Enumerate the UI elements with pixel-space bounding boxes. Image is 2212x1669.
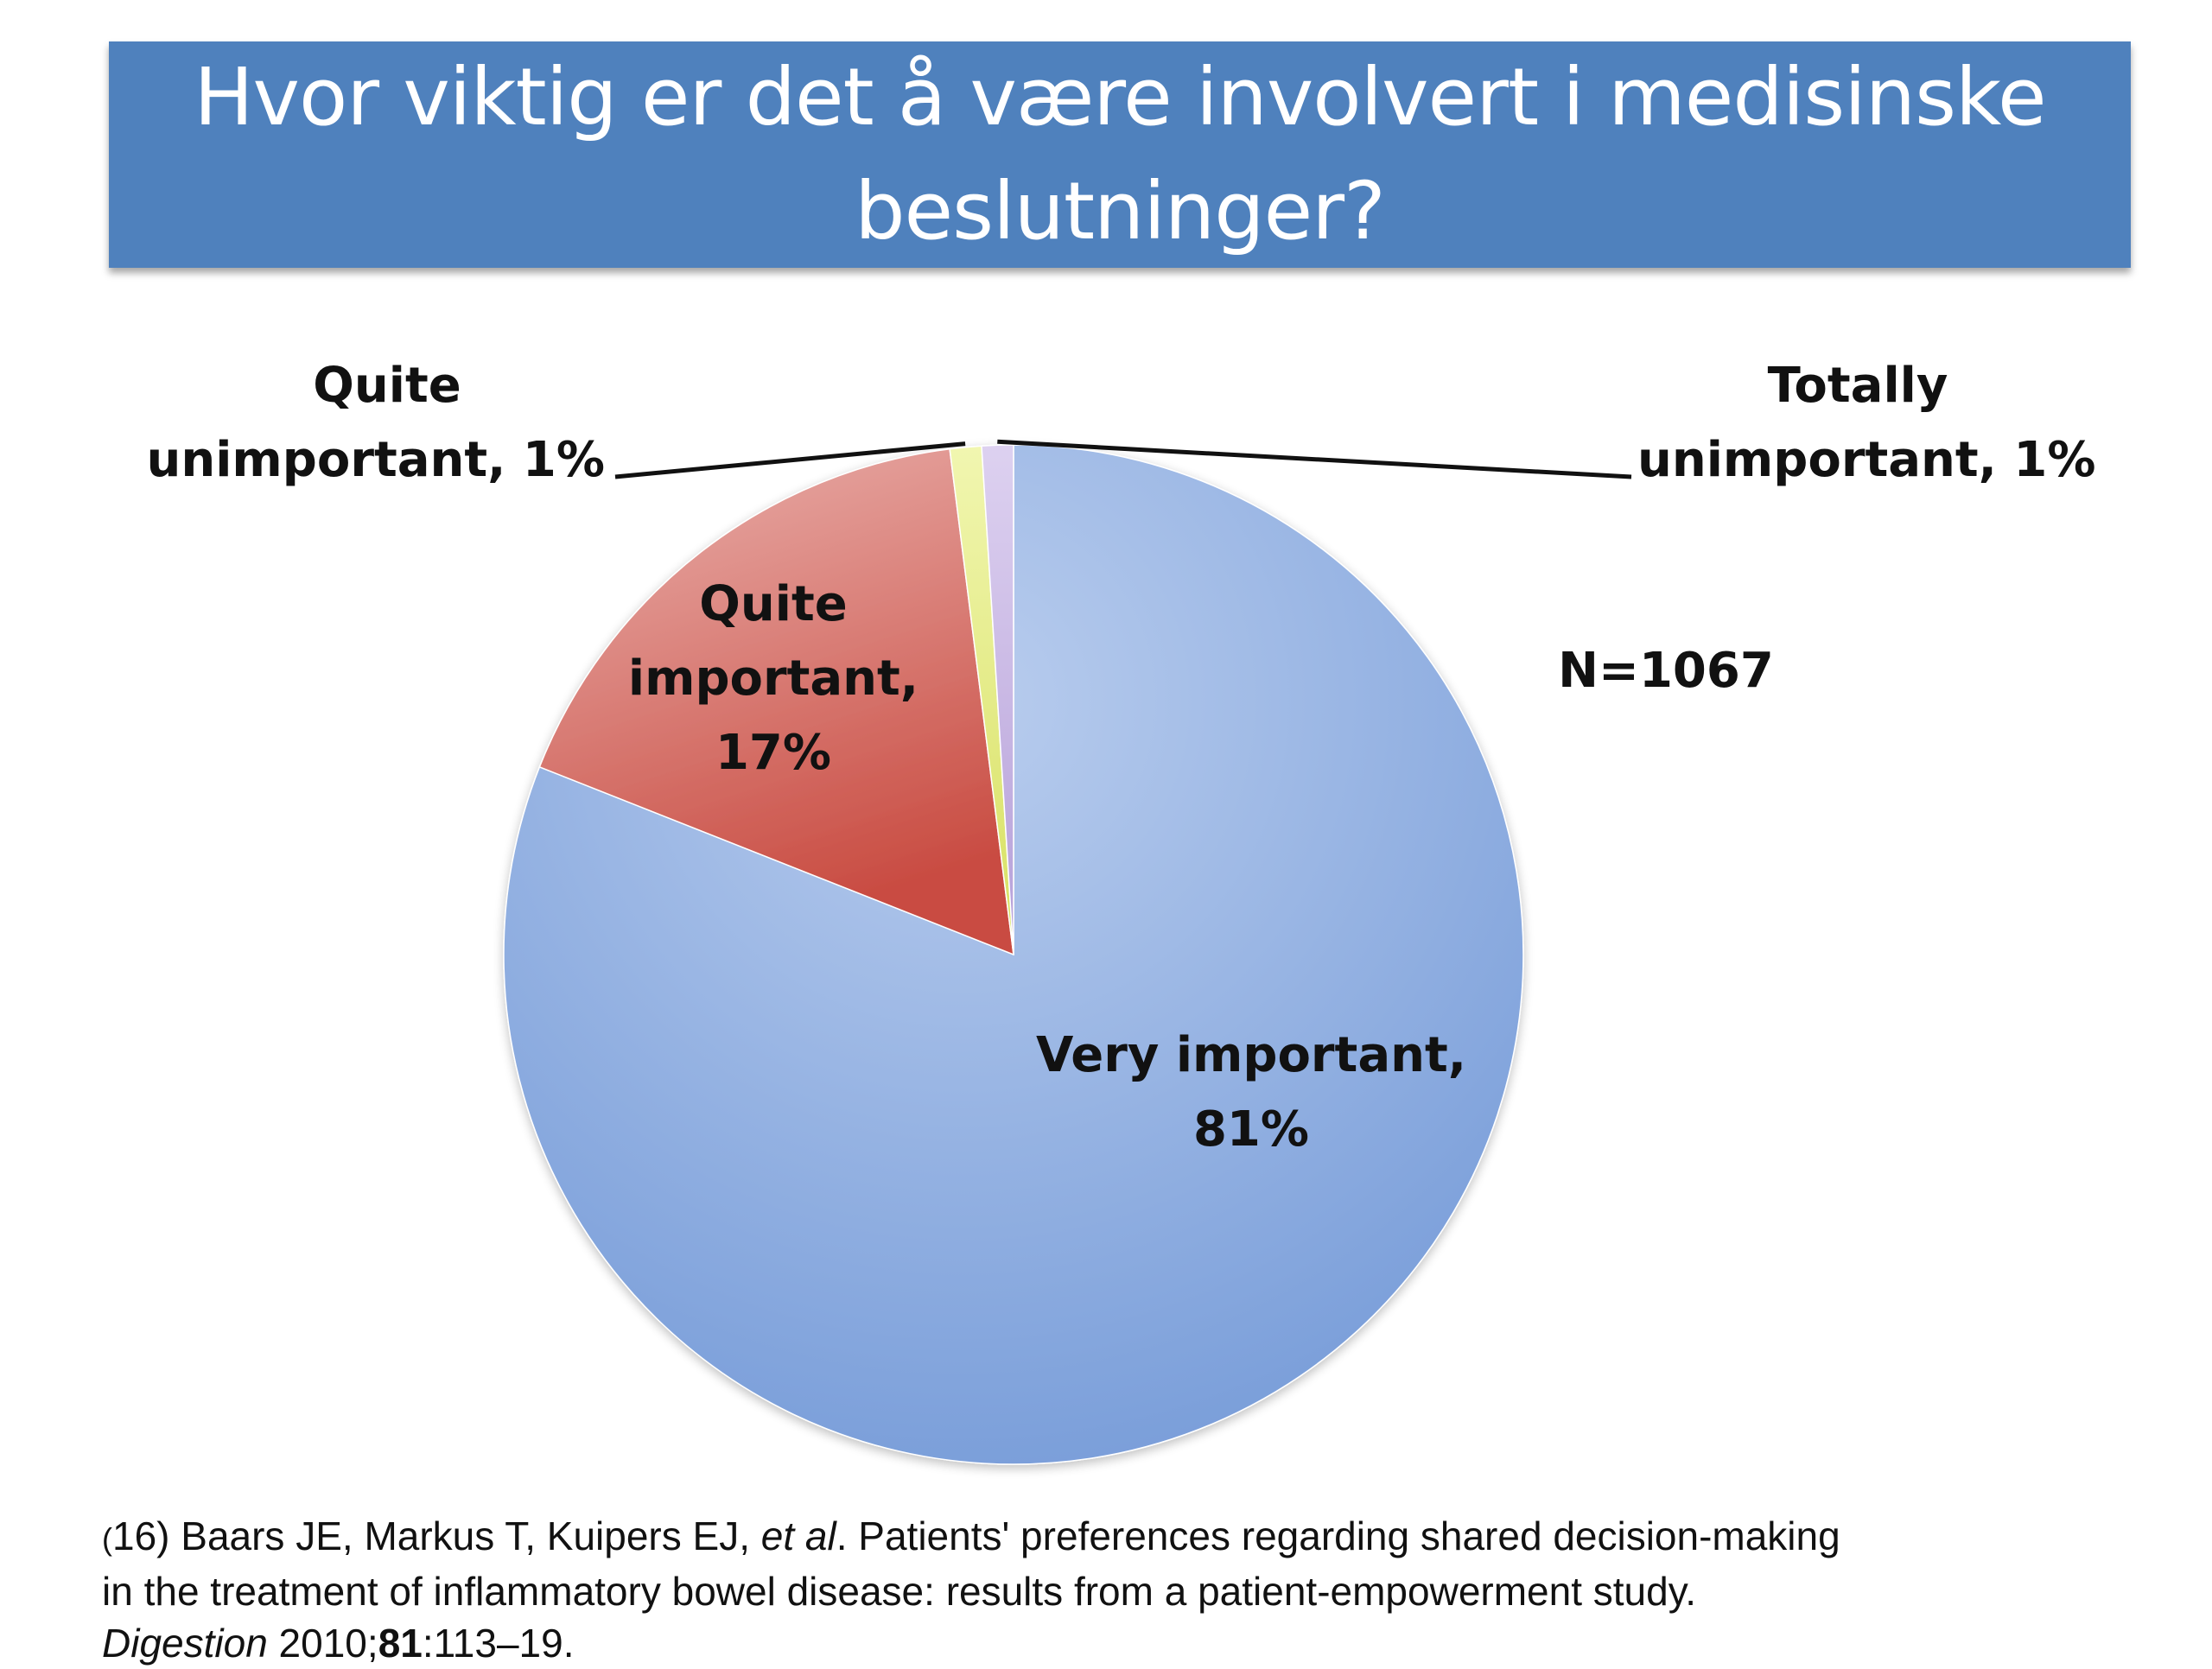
slice-label-line: 17% bbox=[715, 725, 832, 781]
n-annotation: N=1067 bbox=[1558, 643, 1774, 699]
slice-label-line: Totally bbox=[1767, 358, 1948, 414]
reference-authors: Baars JE, Markus T, Kuipers EJ, bbox=[181, 1514, 761, 1558]
slice-label-line: Quite bbox=[313, 358, 461, 414]
slice-label-quite-unimportant bbox=[147, 358, 606, 488]
slice-label-totally-unimportant bbox=[1637, 358, 2096, 488]
reference-etal: et al bbox=[760, 1514, 836, 1558]
reference-open-paren: ( bbox=[102, 1521, 112, 1557]
reference-volume: 81 bbox=[378, 1621, 423, 1666]
reference-year: 2010; bbox=[267, 1621, 378, 1666]
reference-line-1 bbox=[102, 1510, 2176, 1565]
reference-journal: Digestion bbox=[102, 1621, 268, 1666]
page-title: Hvor viktig er det å være involvert i medisinske beslutninger? bbox=[194, 51, 2046, 257]
reference-line-3 bbox=[102, 1617, 2176, 1669]
reference-number: 16) bbox=[112, 1514, 181, 1558]
slice-label-line: Quite bbox=[699, 576, 848, 632]
reference-line-2: in the treatment of inflammatory bowel disease: results from a patient-empowerment study. bbox=[102, 1569, 1697, 1614]
reference-citation bbox=[102, 1510, 2176, 1669]
slice-label-line: important, bbox=[627, 650, 919, 707]
slice-label-line: unimportant, 1% bbox=[1637, 432, 2096, 488]
reference-title-1: . Patients' preferences regarding shared decision-making bbox=[836, 1514, 1840, 1558]
slice-label-line: 81% bbox=[1192, 1101, 1310, 1158]
slice-label-line: Very important, bbox=[1035, 1027, 1467, 1083]
slice-label-line: unimportant, 1% bbox=[146, 432, 605, 488]
reference-pages: :113–19. bbox=[422, 1621, 575, 1666]
